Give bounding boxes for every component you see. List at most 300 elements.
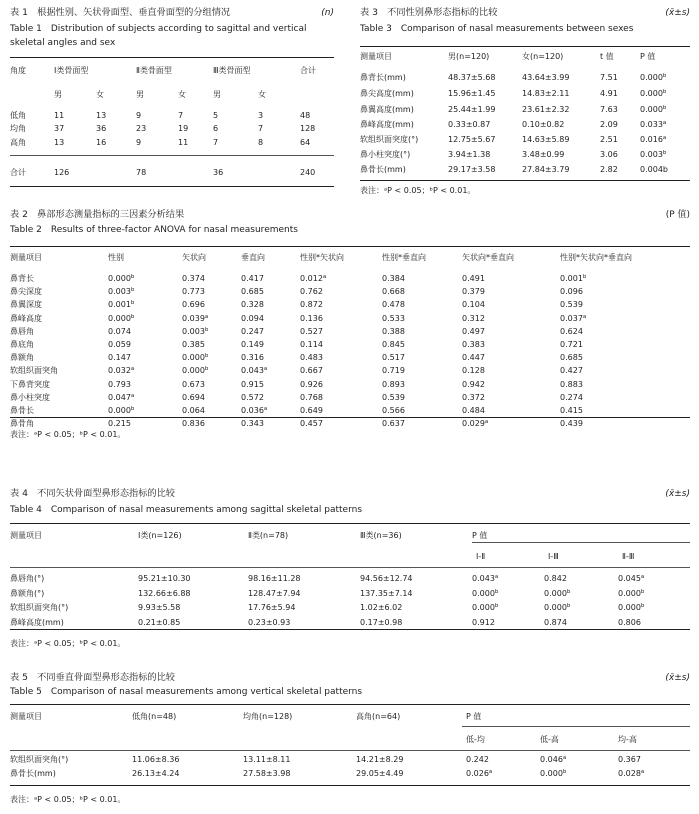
cell-value: 0.149 <box>241 340 264 349</box>
table3-cell <box>448 120 490 130</box>
cell-value: 0.000 <box>472 603 495 612</box>
cell-value: 0.374 <box>182 274 205 283</box>
cell-value: 0.274 <box>560 392 583 402</box>
table3-cell <box>360 135 418 145</box>
significance-mark: a <box>488 769 493 775</box>
table5-note: 表注：ᵃP < 0.05；ᵇP < 0.01。 <box>10 795 126 804</box>
cell-value: 11 <box>178 138 189 147</box>
significance-mark: b <box>130 300 135 307</box>
cell-value: 0.026 <box>466 769 489 778</box>
table4-cell <box>472 589 498 599</box>
cell-value: 0.874 <box>544 617 567 627</box>
table2-cell <box>382 287 405 297</box>
table4-subheader <box>622 552 634 562</box>
table4-bottom-rule <box>10 629 690 630</box>
table4-cell <box>472 618 495 628</box>
table4-note: 表注：ᵃP < 0.05；ᵇP < 0.01。 <box>10 639 126 648</box>
table2-cell <box>182 327 208 337</box>
significance-mark: a <box>204 313 209 320</box>
significance-mark: b <box>662 150 667 156</box>
table3-cell <box>360 73 406 83</box>
table2-cell <box>10 300 42 310</box>
table4-cell <box>248 589 301 599</box>
cell-value: Ⅲ类骨面型 <box>213 66 251 75</box>
table2-cell <box>462 340 485 350</box>
table1-cell <box>178 124 188 134</box>
cell-value: 高角(n=64) <box>356 712 401 721</box>
cell-value: 0.043 <box>472 574 495 583</box>
table5-cell <box>466 755 489 765</box>
table2-cell <box>462 300 485 310</box>
cell-value: 0.001 <box>560 274 583 283</box>
significance-mark: b <box>130 406 135 412</box>
significance-mark: a <box>662 120 667 126</box>
table5-header <box>243 712 292 722</box>
table2-note: 表注：ᵃP < 0.05；ᵇP < 0.01。 <box>10 430 126 439</box>
cell-value: 0.457 <box>300 419 323 429</box>
cell-value: 94.56±12.74 <box>360 574 413 583</box>
significance-mark: a <box>130 366 135 373</box>
cell-value: 0.668 <box>382 287 405 297</box>
table1-subheader <box>136 90 144 100</box>
cell-value: 15.96±1.45 <box>448 89 496 98</box>
cell-value: 9 <box>136 138 142 147</box>
table4-cell <box>138 589 191 599</box>
cell-value: 11 <box>54 111 65 120</box>
table4-pvalue-rule <box>472 542 690 543</box>
table3-cell <box>360 165 406 175</box>
cell-value: 0.000 <box>640 89 663 98</box>
table3-cell <box>360 105 414 115</box>
cell-value: Ⅱ类骨面型 <box>136 66 172 75</box>
significance-mark: b <box>204 326 209 333</box>
table2-cell <box>560 300 583 310</box>
cell-value: 男 <box>136 90 144 99</box>
table1-cell <box>213 124 218 134</box>
cell-value: t 值 <box>600 52 614 61</box>
table2-cell <box>462 393 485 403</box>
cell-value: 0.094 <box>241 313 264 323</box>
table2-cell <box>462 274 485 284</box>
significance-mark: b <box>130 313 135 320</box>
cell-value: 25.44±1.99 <box>448 105 496 114</box>
table2-cell <box>382 380 405 390</box>
table2-header <box>108 253 124 263</box>
table2-cell <box>10 314 42 324</box>
cell-value: 0.539 <box>560 300 583 310</box>
table1-subheader <box>54 90 62 100</box>
cell-value: P 值 <box>640 52 656 61</box>
cell-value: 鼻小柱突度 <box>10 392 50 402</box>
cell-value: 低-均 <box>466 735 485 744</box>
table2-cell <box>382 300 405 310</box>
table4-cell <box>10 603 68 613</box>
cell-value: 0.312 <box>462 313 485 323</box>
table5-subheader <box>466 735 485 745</box>
significance-mark: b <box>640 588 645 595</box>
cell-value: 0.793 <box>108 379 131 389</box>
cell-value: Ⅰ-Ⅱ <box>476 552 486 561</box>
table4-cell <box>10 574 44 584</box>
cell-value: 0.915 <box>241 379 264 389</box>
cell-value: 0.673 <box>182 379 205 389</box>
table3-header <box>600 52 614 62</box>
cell-value: 14.21±8.29 <box>356 755 404 764</box>
table1-title-en-2: skeletal angles and sex <box>10 38 116 48</box>
cell-value: 0.000 <box>640 73 663 82</box>
cell-value: 0.836 <box>182 419 205 429</box>
cell-value: 13.11±8.11 <box>243 755 291 764</box>
table2-cell <box>382 274 405 284</box>
cell-value: 0.721 <box>560 340 583 349</box>
table5-bottom-rule <box>10 785 690 786</box>
table2-cell <box>382 366 405 376</box>
cell-value: 0.719 <box>382 366 405 376</box>
cell-value: 测量项目 <box>360 52 392 61</box>
table1-cell <box>54 124 64 134</box>
table1-top-rule <box>10 57 334 58</box>
cell-value: 11.06±8.36 <box>132 755 180 764</box>
table5-cell <box>540 755 566 765</box>
table2-cell <box>462 287 485 297</box>
cell-value: 36 <box>213 168 224 177</box>
cell-value: 0.000 <box>618 603 641 612</box>
table5-cell <box>243 769 290 779</box>
cell-value: 下鼻背突度 <box>10 379 50 389</box>
table2-cell <box>300 393 323 403</box>
cell-value: 鼻峰高度(mm) <box>360 120 414 129</box>
table4-cell <box>10 618 64 628</box>
table2-cell <box>182 366 208 376</box>
table2-cell <box>462 406 485 416</box>
cell-value: 性别*矢状向*垂直向 <box>560 253 632 262</box>
cell-value: 鼻翼深度 <box>10 300 42 310</box>
cell-value: 27.58±3.98 <box>243 769 291 778</box>
table1-cell <box>54 111 64 121</box>
table4-cell <box>360 574 413 584</box>
table4-header <box>138 531 182 541</box>
cell-value: 0.039 <box>182 313 205 323</box>
table2-cell <box>241 406 267 416</box>
table2-cell <box>108 366 134 376</box>
cell-value: 0.415 <box>560 406 583 415</box>
cell-value: 132.66±6.88 <box>138 588 191 598</box>
table4-cell <box>360 589 413 599</box>
cell-value: 0.003 <box>182 326 205 336</box>
cell-value: 0.000 <box>108 313 131 323</box>
cell-value: 0.383 <box>462 340 485 349</box>
table1-cell <box>178 111 183 121</box>
table2-cell <box>382 419 405 429</box>
table2-header <box>10 253 42 263</box>
significance-mark: a <box>322 274 327 280</box>
cell-value: 0.047 <box>108 392 131 402</box>
table4-unit: (x̄±s) <box>665 489 690 499</box>
table3-header <box>448 52 489 62</box>
table2-cell <box>241 274 264 284</box>
table1-cell <box>10 124 26 134</box>
cell-value: 性别*垂直向 <box>382 253 426 262</box>
cell-value: Ⅲ类(n=36) <box>360 531 402 540</box>
table2-cell <box>462 419 488 429</box>
cell-value: 7.63 <box>600 105 618 114</box>
table2-cell <box>108 340 131 350</box>
table1-cell <box>258 124 263 134</box>
cell-value: 0.147 <box>108 353 131 363</box>
table5-cell <box>10 769 56 779</box>
cell-value: 0.000 <box>544 588 567 598</box>
cell-value: 0.637 <box>382 419 405 429</box>
cell-value: 36 <box>96 124 107 133</box>
table2-cell <box>182 353 208 363</box>
table2-cell <box>241 419 264 429</box>
significance-mark: a <box>484 419 489 426</box>
cell-value: 0.942 <box>462 379 485 389</box>
table2-cell <box>560 380 583 390</box>
table2-cell <box>300 353 323 363</box>
cell-value: 测量项目 <box>10 531 42 540</box>
cell-value: 98.16±11.28 <box>248 574 301 583</box>
cell-value: 0.046 <box>540 755 563 764</box>
cell-value: 0.384 <box>382 274 405 283</box>
table3-cell <box>522 73 569 83</box>
cell-value: 2.82 <box>600 165 618 174</box>
table3-header <box>360 52 392 62</box>
cell-value: 鼻额角 <box>10 353 34 363</box>
cell-value: 0.043 <box>241 366 264 376</box>
significance-mark: a <box>494 574 499 580</box>
table5-cell <box>618 755 641 765</box>
table4-cell <box>248 574 301 584</box>
table5-header <box>466 712 481 722</box>
table3-cell <box>600 165 618 175</box>
table4-cell <box>138 574 191 584</box>
significance-mark: b <box>662 73 667 79</box>
table2-cell <box>10 353 34 363</box>
table3-cell <box>600 73 618 83</box>
cell-value: 0.247 <box>241 326 264 336</box>
cell-value: 0.491 <box>462 274 485 283</box>
table5-cell <box>10 755 68 765</box>
table4-cell <box>618 589 644 599</box>
cell-value: 矢状向 <box>182 253 206 262</box>
table1-header <box>54 66 88 76</box>
cell-value: 7.51 <box>600 73 618 82</box>
cell-value: 0.17±0.98 <box>360 617 403 627</box>
cell-value: 0.667 <box>300 366 323 376</box>
cell-value: 0.096 <box>560 287 583 297</box>
cell-value: 0.624 <box>560 326 583 336</box>
cell-value: 鼻骨长 <box>10 406 34 415</box>
table5-title-cn: 表 5 不同垂直骨面型鼻形态指标的比较 <box>10 672 175 683</box>
table1-subheader <box>213 90 221 100</box>
cell-value: 19 <box>178 124 189 133</box>
table2-cell <box>300 287 323 297</box>
table2-cell <box>560 274 586 284</box>
cell-value: 鼻小柱突度(°) <box>360 150 411 159</box>
table1-cell <box>10 111 26 121</box>
cell-value: 0.114 <box>300 340 323 349</box>
table2-cell <box>300 406 323 416</box>
table1-subheader <box>96 90 104 100</box>
cell-value: 合计 <box>300 66 316 75</box>
table2-cell <box>382 353 405 363</box>
table3-cell <box>360 150 410 160</box>
cell-value: 3.06 <box>600 150 618 159</box>
table3-cell <box>448 89 495 99</box>
cell-value: 0.427 <box>560 366 583 376</box>
cell-value: 矢状向*垂直向 <box>462 253 514 262</box>
table2-cell <box>182 274 205 284</box>
cell-value: 男(n=120) <box>448 52 490 61</box>
cell-value: 0.215 <box>108 419 131 429</box>
table3-header <box>640 52 655 62</box>
table1-cell <box>96 111 106 121</box>
table4-cell <box>544 603 570 613</box>
table2-cell <box>462 353 485 363</box>
table3-cell <box>600 89 618 99</box>
table2-cell <box>108 287 134 297</box>
cell-value: P 值 <box>472 531 488 540</box>
table2-cell <box>382 327 405 337</box>
table4-header <box>10 531 42 541</box>
table4-cell <box>472 574 498 584</box>
table3-cell <box>522 105 569 115</box>
cell-value: 17.76±5.94 <box>248 603 296 612</box>
cell-value: 64 <box>300 138 311 147</box>
table5-unit: (x̄±s) <box>665 673 690 683</box>
table2-cell <box>108 327 131 337</box>
cell-value: 0.527 <box>300 326 323 336</box>
cell-value: 低-高 <box>540 735 559 744</box>
cell-value: 鼻尖高度(mm) <box>360 89 414 98</box>
cell-value: 29.17±3.58 <box>448 165 496 174</box>
table3-cell <box>522 120 564 130</box>
cell-value: 女 <box>178 90 186 99</box>
table2-cell <box>182 393 205 403</box>
table2-cell <box>560 393 583 403</box>
table4-cell <box>248 618 290 628</box>
cell-value: 0.372 <box>462 392 485 402</box>
cell-value: 0.029 <box>462 419 485 429</box>
table5-pvalue-rule <box>462 726 690 727</box>
significance-mark: a <box>640 769 645 775</box>
table3-cell <box>600 150 618 160</box>
table2-cell <box>182 340 205 350</box>
table2-cell <box>241 353 264 363</box>
cell-value: 0.10±0.82 <box>522 120 565 129</box>
cell-value: 0.539 <box>382 392 405 402</box>
table1-total-cell <box>213 168 223 178</box>
table1-cell <box>136 111 141 121</box>
table2-cell <box>10 406 34 416</box>
significance-mark: b <box>204 366 209 373</box>
table4-subheader <box>476 552 485 562</box>
table1-header <box>300 66 316 76</box>
cell-value: 0.045 <box>618 574 641 583</box>
table5-cell <box>466 769 492 779</box>
table1-cell <box>213 111 218 121</box>
table2-cell <box>241 300 264 310</box>
cell-value: 5 <box>213 111 219 120</box>
cell-value: 0.000 <box>472 588 495 598</box>
table2-cell <box>560 366 583 376</box>
cell-value: Ⅰ类(n=126) <box>138 531 182 540</box>
cell-value: 95.21±10.30 <box>138 574 191 583</box>
table5-cell <box>356 755 403 765</box>
significance-mark: a <box>130 392 135 399</box>
table5-title-en: Table 5 Comparison of nasal measurements among vertical skeletal patterns <box>10 687 363 697</box>
table4-cell <box>472 603 498 613</box>
cell-value: 0.912 <box>472 617 495 627</box>
cell-value: 0.136 <box>300 313 323 323</box>
table3-pvalue-cell <box>640 120 666 130</box>
cell-value: 0.343 <box>241 419 264 429</box>
cell-value: 0.533 <box>382 313 405 323</box>
significance-mark: a <box>263 406 268 412</box>
cell-value: 0.872 <box>300 300 323 310</box>
table3-pvalue-cell <box>640 150 666 160</box>
significance-mark: b <box>130 274 135 280</box>
cell-value: 高角 <box>10 138 26 147</box>
cell-value: 均角 <box>10 124 26 133</box>
table1-header <box>213 66 251 76</box>
table1-cell <box>10 138 26 148</box>
table5-cell <box>618 769 644 779</box>
cell-value: 女 <box>96 90 104 99</box>
significance-mark: b <box>204 353 209 360</box>
cell-value: 23.61±2.32 <box>522 105 570 114</box>
cell-value: 23 <box>136 124 147 133</box>
table2-cell <box>10 287 42 297</box>
cell-value: 0.483 <box>300 353 323 363</box>
cell-value: 0.484 <box>462 406 485 415</box>
cell-value: 16 <box>96 138 107 147</box>
cell-value: 14.63±5.89 <box>522 135 570 144</box>
cell-value: 0.478 <box>382 300 405 310</box>
cell-value: 7 <box>258 124 264 133</box>
table1-header <box>136 66 172 76</box>
cell-value: 0.032 <box>108 366 131 376</box>
cell-value: Ⅱ类(n=78) <box>248 531 289 540</box>
cell-value: 0.003 <box>108 287 131 297</box>
cell-value: 7 <box>213 138 219 147</box>
table2-cell <box>182 287 205 297</box>
table2-cell <box>462 314 485 324</box>
cell-value: 0.000 <box>544 603 567 612</box>
cell-value: 垂直向 <box>241 253 265 262</box>
table1-unit: (n) <box>321 8 334 18</box>
significance-mark: b <box>640 603 645 609</box>
cell-value: 9.93±5.58 <box>138 603 181 612</box>
cell-value: 43.64±3.99 <box>522 73 570 82</box>
table4-sub-rule <box>10 567 690 568</box>
table3 <box>360 6 690 196</box>
cell-value: 6 <box>213 124 219 133</box>
table2-cell <box>10 274 34 284</box>
table3-cell <box>600 120 618 130</box>
cell-value: 均角(n=128) <box>243 712 293 721</box>
cell-value: 13 <box>54 138 65 147</box>
cell-value: 0.367 <box>618 755 641 764</box>
table2-cell <box>300 314 323 324</box>
cell-value: 0.517 <box>382 353 405 363</box>
significance-mark: a <box>640 574 645 580</box>
table3-title-cn: 表 3 不同性别鼻形态指标的比较 <box>360 7 498 18</box>
table1-bottom-rule <box>10 186 334 187</box>
table3-cell <box>448 105 495 115</box>
table3-top-rule <box>360 46 690 47</box>
